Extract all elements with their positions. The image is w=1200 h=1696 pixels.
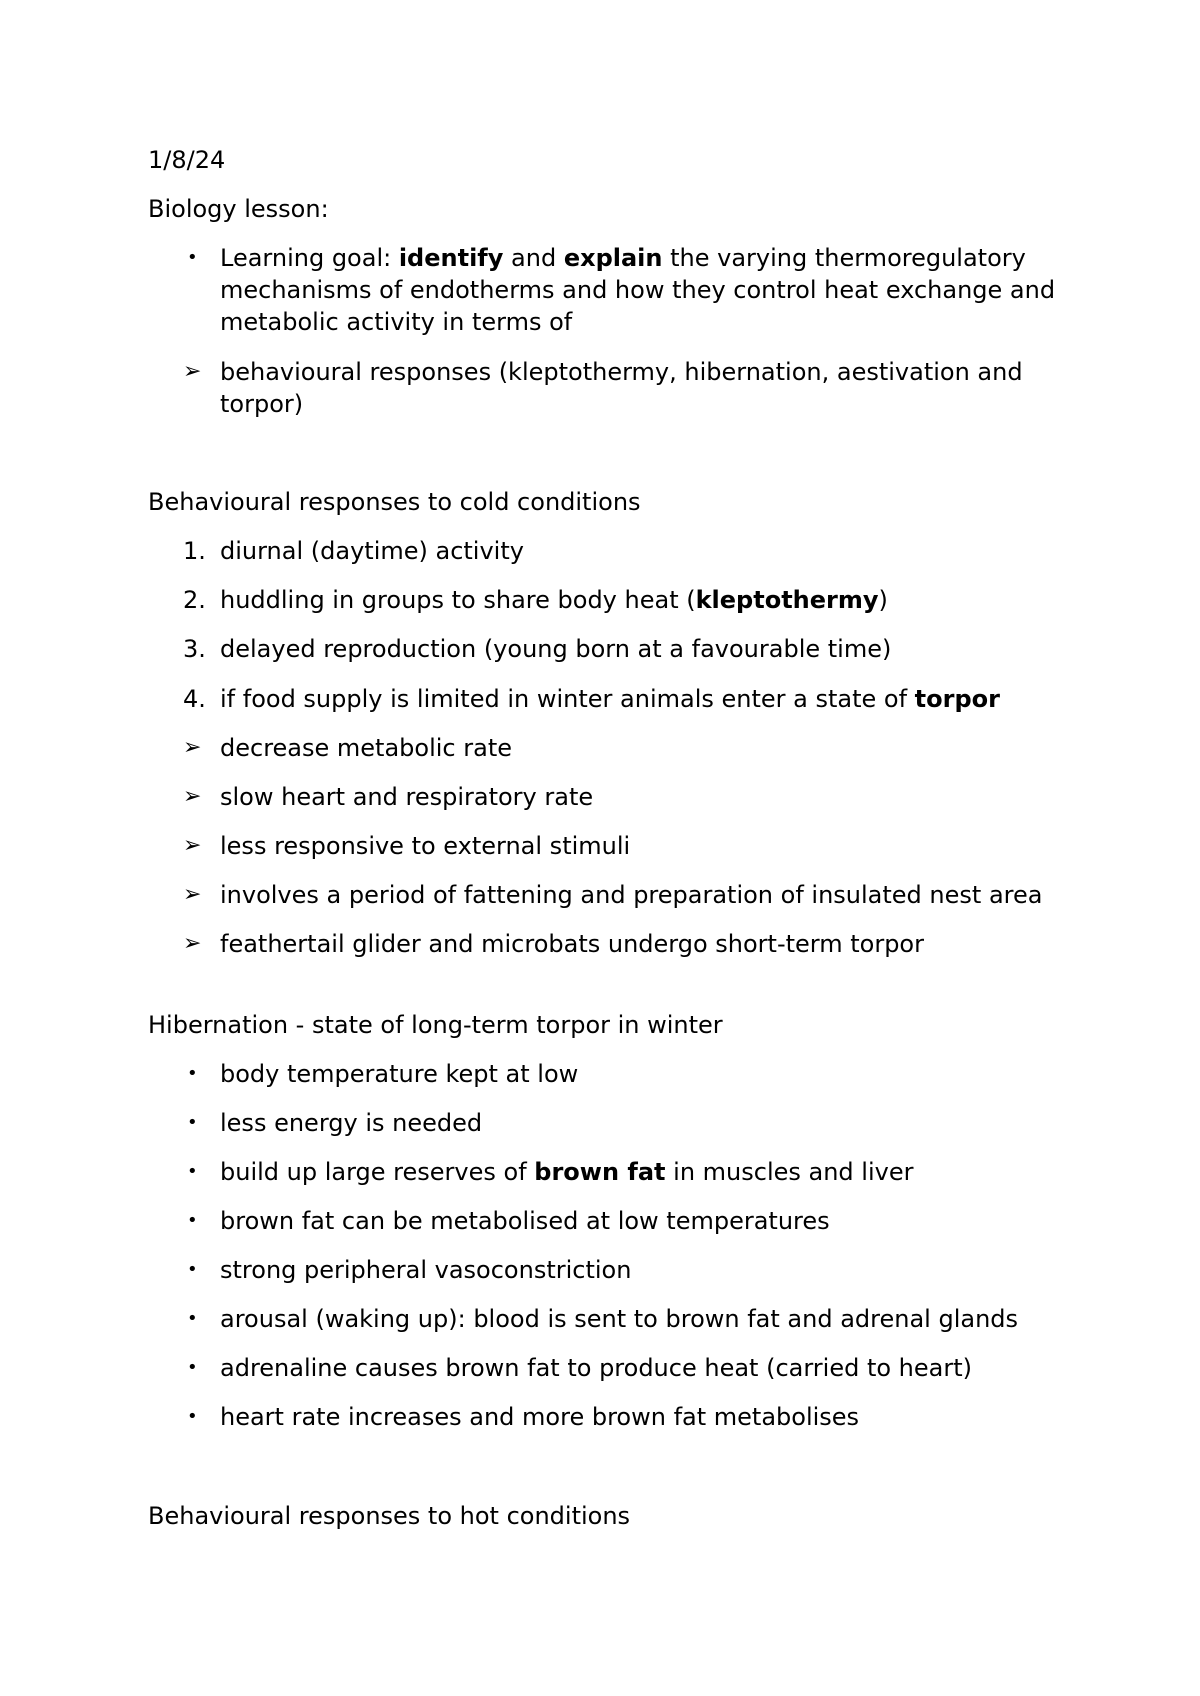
note-date: 1/8/24 — [148, 146, 226, 174]
hibernation-heading: Hibernation - state of long-term torpor in winter — [148, 1011, 723, 1039]
document-page: 1/8/24 Biology lesson: • Learning goal: identify and explain the varying thermoregulatory mechanisms of endotherms and how they control heat exchange and metabolic activity in terms of ➢ behavioural responses (kleptothermy, hibernation, aestivation and torpor) Behavioural responses to cold conditions 1. diurnal (daytime) activity 2. huddling in groups to share body heat (kleptothermy) 3. delayed reproduction (young born at a favourable time) 4. if food supply is limited in winter animals enter a state of torpor ➢ decrease metabolic rate ➢ slow heart and respiratory rate ➢ less responsive to external stimuli ➢ involves a period of fattening and preparation of insulated nest area ➢ feathertail glider and microbats undergo short-term torpor Hibernation - state of long-term torpor in winter • body temperature kept at low • less energy is needed • build up large reserves of brown fat in muscles and liver • brown fat can be metabolised at low temperatures • strong peripheral vasoconstriction • arousal (waking up): blood is sent to brown fat and adrenal glands • adrenaline causes brown fat to produce heat (carried to heart) • heart rate increases and more brown fat metabolises Behavioural responses to hot conditions — [0, 0, 1200, 1696]
lesson-title: Biology lesson: — [148, 195, 329, 223]
learning-goal-text: Learning goal: identify and explain the varying thermoregulatory mechanisms of endotherms and how they control heat exchange and metabolic activity in terms of — [220, 244, 1056, 336]
cold-heading: Behavioural responses to cold conditions — [148, 488, 641, 516]
bullet-marker: • — [187, 1063, 198, 1084]
arrow-bullet-icon: ➢ — [183, 833, 202, 858]
arrow-bullet-icon: ➢ — [183, 735, 202, 760]
bullet-marker: • — [187, 1112, 198, 1133]
bold-brown-fat: brown fat — [534, 1158, 666, 1186]
arrow-bullet-icon: ➢ — [183, 882, 202, 907]
learning-goal-subitem-text: behavioural responses (kleptothermy, hibernation, aestivation and torpor) — [220, 358, 1023, 418]
bullet-marker: • — [187, 1357, 198, 1378]
arrow-bullet-icon: ➢ — [183, 784, 202, 809]
arrow-bullet-icon: ➢ — [183, 359, 202, 384]
bullet-marker: • — [187, 1210, 198, 1231]
arrow-bullet-icon: ➢ — [183, 931, 202, 956]
bold-torpor: torpor — [914, 685, 1000, 713]
hot-heading: Behavioural responses to hot conditions — [148, 1502, 631, 1530]
bullet-marker: • — [187, 247, 198, 268]
bold-identify: identify — [398, 244, 504, 272]
bullet-marker: • — [187, 1161, 198, 1182]
bold-kleptothermy: kleptothermy — [695, 586, 879, 614]
bullet-marker: • — [187, 1308, 198, 1329]
bullet-marker: • — [187, 1406, 198, 1427]
bullet-marker: • — [187, 1259, 198, 1280]
bold-explain: explain — [563, 244, 663, 272]
